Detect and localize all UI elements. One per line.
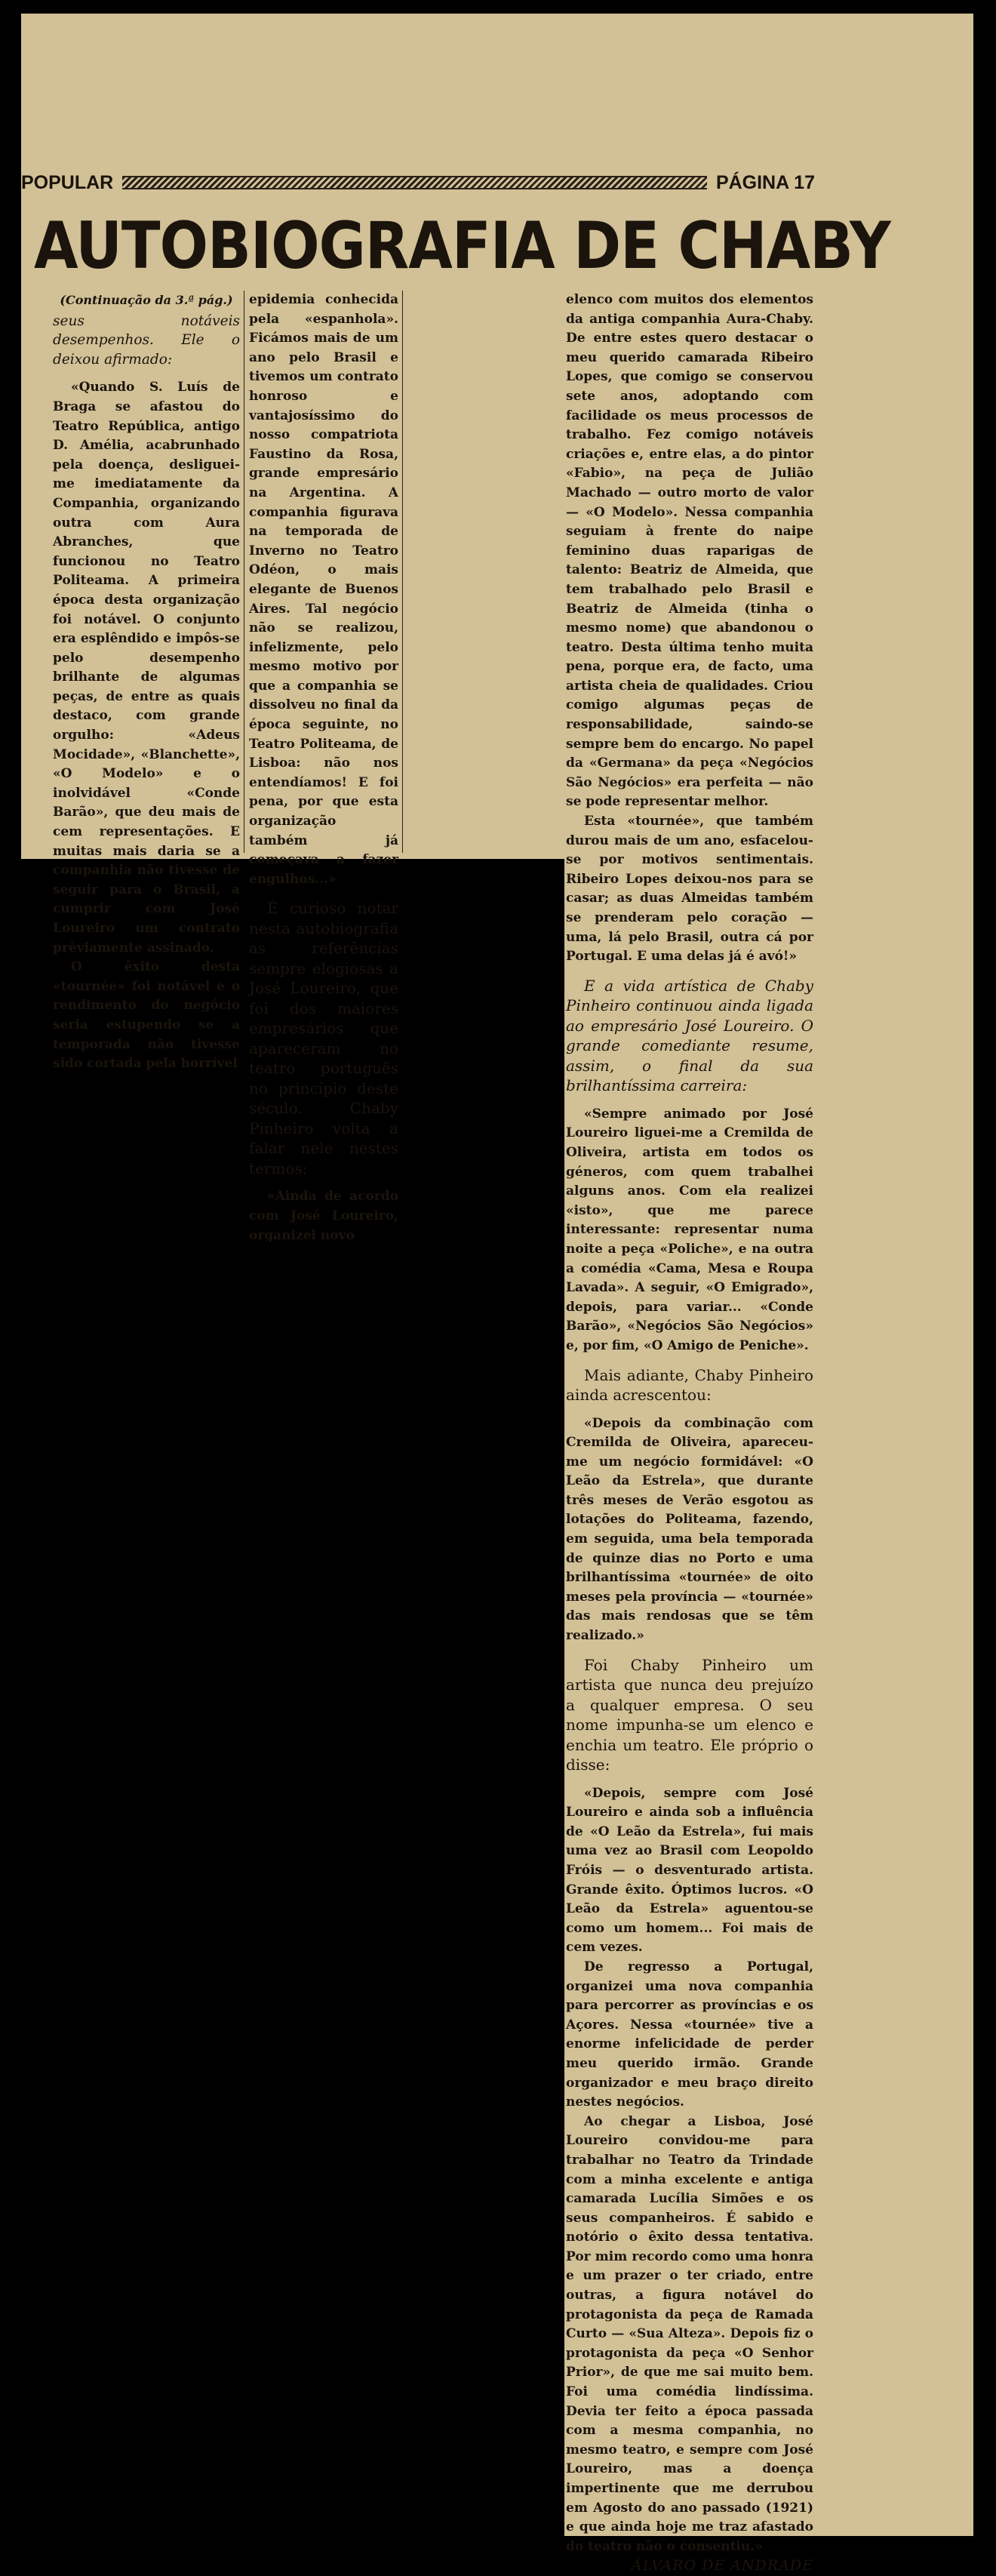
quote-paragraph: De regresso a Portugal, organizei uma nova companhia para percorrer as províncias e os Açores. Nessa «tournée» tive a enorme infelicidade de perder meu querido irmão. Grande organizador e meu braço direito nestes negócios. [566, 1959, 813, 2110]
intro-text: seus notáveis desempenhos. Ele o deixou afirmado: [53, 312, 240, 368]
italic-paragraph: E a vida artística de Chaby Pinheiro continuou ainda ligada ao empresário José Loureiro. O grande comediante resume, assim, o final da sua brilhantíssima carreira: [566, 976, 813, 1095]
quote-paragraph: «Depois da combinação com Cremilda de Oliveira, apareceu-me um negócio formidável: «O Leão da Estrela», que durante três meses de Verão esgotou as lotações do Politeama, fazendo, em seguida, uma bela temporada de quinze dias no Porto e uma brilhantíssima «tournée» de oito meses pela província — «tournée» das mais rendosas que se têm realizado.» [566, 1415, 813, 1644]
quote-paragraph: Ao chegar a Lisboa, José Loureiro convidou-me para trabalhar no Teatro da Trindade com a minha excelente e antiga camarada Lucília Simões e os seus companheiros. É sabido e notório o êxito dessa tentativa. Por mim recordo como uma honra e um prazer o ter criado, entre outras, a figura notável do protagonista da peça de Ramada Curto — «Sua Alteza». Depois fiz o protagonista da peça «O Senhor Prior», de que me sai muito bem. Foi uma comédia lindíssima. Devia ter feito a época passada com a mesma companhia, no mesmo teatro, e sempre com José Loureiro, mas a doença impertinente que me derrubou em Agosto do ano passado (1921) e que ainda hoje me traz afastado do teatro não o consentiu.» [566, 2113, 813, 2554]
body-paragraph: Mais adiante, Chaby Pinheiro ainda acrescentou: [566, 1365, 813, 1404]
quote-paragraph: O êxito desta «tournée» foi notável e o rendimento do negócio seria estupendo se a temporada não tivesse sido cortada pela horrível [53, 959, 240, 1072]
continuation-note: (Continuação da 3.ª pág.) [60, 293, 233, 307]
quote-paragraph: epidemia conhecida pela «espanhola». Ficámos mais de um ano pelo Brasil e tivemos um contrato honroso e vantajosíssimo do nosso compatriota Faustino da Rosa, grande empresário na Argentina. A companhia figurava na temporada de Inverno no Teatro Odéon, o mais elegante de Buenos Aires. Tal negócio não se realizou, infelizmente, pelo mesmo motivo por que a companhia se dissolveu no final da época seguinte, no Teatro Politeama, de Lisboa: não nos entendíamos! E foi pena, por que esta organização também já começava a fazer engulhos...» [249, 292, 398, 887]
quote-paragraph: «Quando S. Luís de Braga se afastou do Teatro República, antigo D. Amélia, acabrunhado pela doença, desliguei-me imediatamente da Companhia, organizando outra com Aura Abranches, que funcionou no Teatro Politeama. A primeira época desta organização foi notável. O conjunto era esplêndido e impôs-se pelo desempenho brilhante de algumas peças, de entre as quais destaco, com grande orgulho: «Adeus Mocidade», «Blanchette», «O Modelo» e o inolvidável «Conde Barão», que deu mais de cem representações. E muitas mais daria se a companhia não tivesse de seguir para o Brasil, a cumprir com José Loureiro um contrato prèviamente assinado. [53, 380, 240, 956]
body-paragraph: Foi Chaby Pinheiro um artista que nunca deu prejuízo a qualquer empresa. O seu nome impunha-se um elenco e enchia um teatro. Ele próprio o disse: [566, 1655, 813, 1774]
column-1 [53, 291, 240, 1074]
quote-paragraph: Esta «tournée», que também durou mais de um ano, esfacelou-se por motivos sentimentais. Ribeiro Lopes deixou-nos para se casar; as duas Almeidas também se prenderam pelo coração — uma, lá pelo Brasil, outra cá por Portugal. E uma delas já é avó!» [566, 814, 813, 965]
headline: AUTOBIOGRAFIA DE CHABY [34, 208, 890, 284]
quote-paragraph: elenco com muitos dos elementos da antiga companhia Aura-Chaby. De entre estes quero destacar o meu querido camarada Ribeiro Lopes, que comigo se conservou sete anos, adoptando com facilidade os meus processos de trabalho. Fez comigo notáveis criações e, entre elas, a do pintor «Fabio», na peça de Julião Machado — outro morto de valor — «O Modelo». Nessa companhia seguiam à frente do naipe feminino duas raparigas de talento: Beatriz de Almeida, que tem trabalhado pelo Brasil e Beatriz de Almeida (tinha o mesmo nome) que abandonou o teatro. Desta última tenho muita pena, porque era, de facto, uma artista cheia de qualidades. Criou comigo algumas peças de responsabilidade, saindo-se sempre bem do encargo. No papel da «Germana» da peça «Negócios São Negócios» era perfeita — não se pode representar melhor. [566, 292, 813, 810]
author-signature: ÁLVARO DE ANDRADE [631, 2557, 813, 2574]
quote-paragraph: «Sempre animado por José Loureiro liguei-me a Cremilda de Oliveira, artista em todos os géneros, com quem trabalhei alguns anos. Com ela realizei «isto», que me parece interessante: representar numa noite a peça «Poliche», e na outra a comédia «Cama, Mesa e Roupa Lavada». A seguir, «O Emigrado», depois, para variar... «Conde Barão», «Negócios São Negócios» e, por fim, «O Amigo de Peniche». [566, 1106, 813, 1353]
section-label: POPULAR [21, 171, 114, 193]
quote-paragraph: «Depois, sempre com José Loureiro e ainda sob a influência de «O Leão da Estrela», fui mais uma vez ao Brasil com Leopoldo Fróis — o desventurado artista. Grande êxito. Óptimos lucros. «O Leão da Estrela» aguentou-se como um homem... Foi mais de cem vezes. [566, 1785, 813, 1956]
column-2 [249, 291, 398, 1245]
column-3 [566, 291, 813, 2576]
column-rule [402, 291, 403, 853]
hatch-rule [122, 176, 707, 189]
body-paragraph: É curioso notar nesta autobiografia as referências sempre elogiosas a José Loureiro, que foi dos maiores empresários que apareceram no teatro português no princípio deste século. Chaby Pinheiro volta a falar nele nestes termos: [249, 899, 398, 1177]
page-number: PÁGINA 17 [715, 171, 815, 193]
running-header [21, 170, 815, 195]
quote-paragraph: «Ainda de acordo com José Loureiro, organizei novo [249, 1189, 398, 1243]
